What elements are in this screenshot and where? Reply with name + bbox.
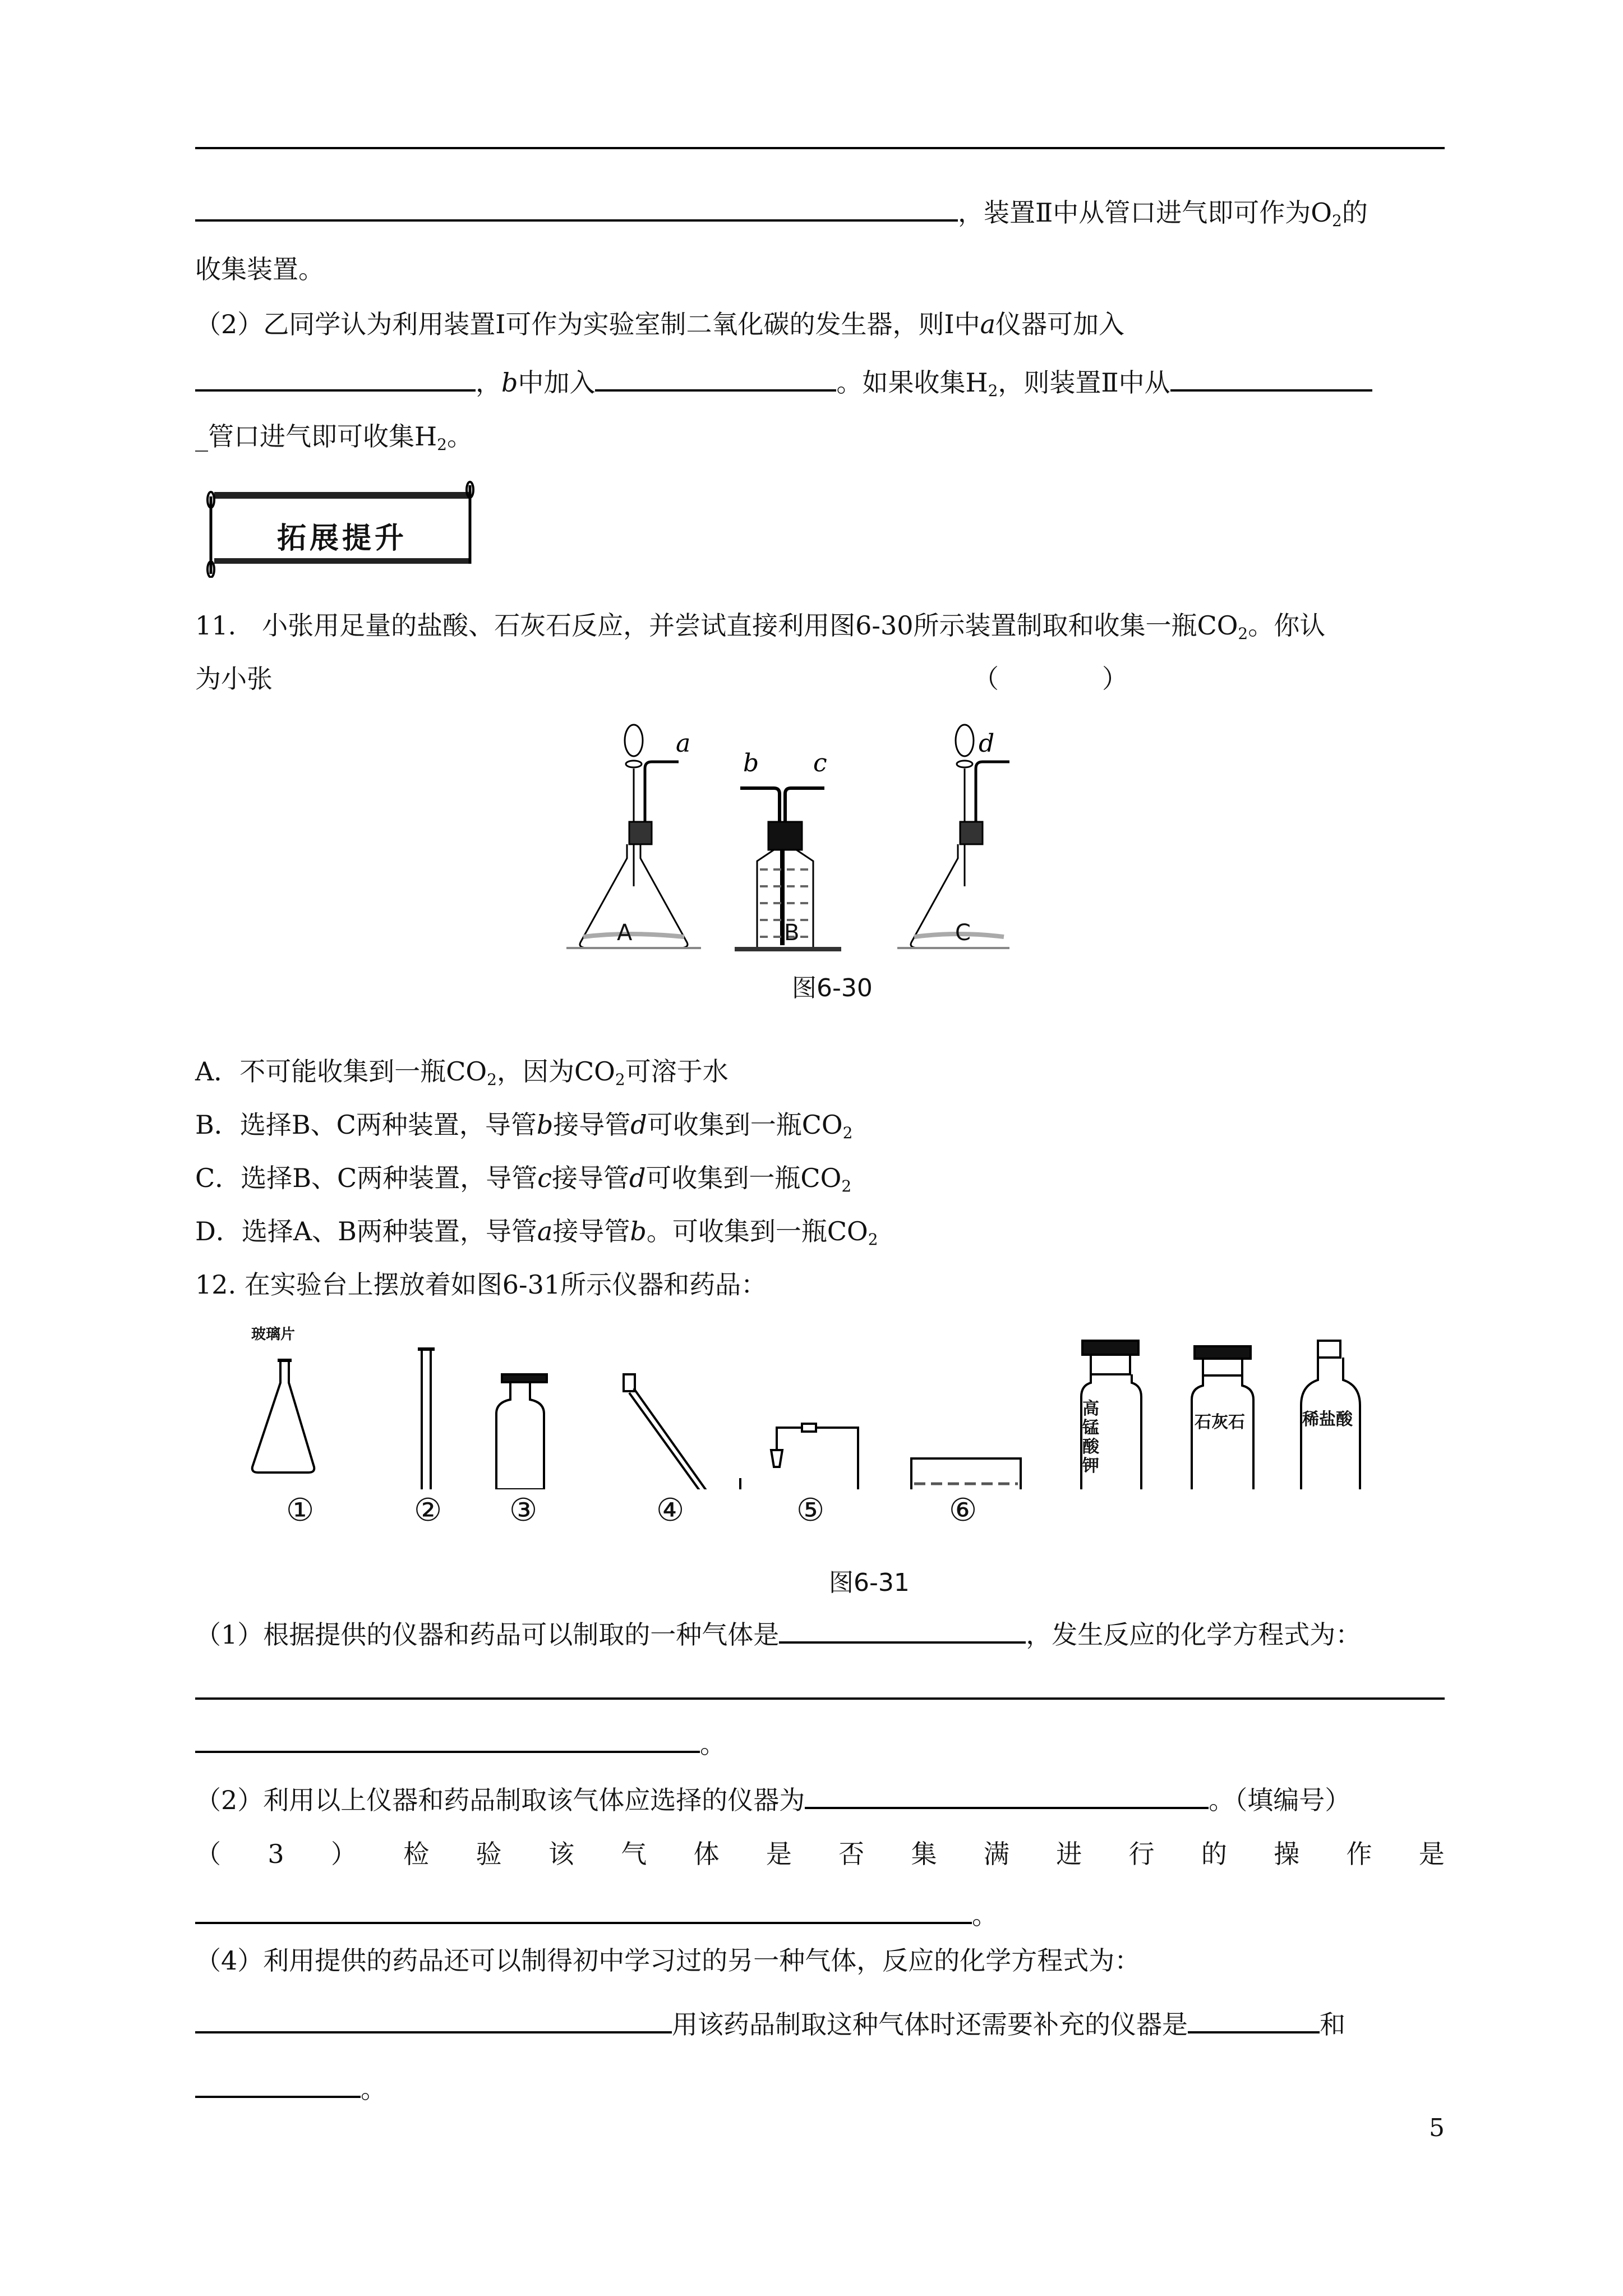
q12-part4-line2: 用该药品制取这种气体时还需要补充的仪器是 和 <box>195 2005 1345 2041</box>
q10-continuation-line1: ，装置Ⅱ中从管口进气即可作为$O_2$的 <box>195 194 1368 229</box>
answer-blank-instrument-2[interactable] <box>195 2070 361 2098</box>
answer-blank-check[interactable] <box>195 1896 972 1924</box>
option-c[interactable]: C．选择B、C两种装置，导管c接导管d可收集到一瓶$CO_2$ <box>195 1163 852 1195</box>
q12-part3-char: 体 <box>693 1839 720 1869</box>
page-number: 5 <box>1429 2114 1445 2142</box>
q12-part3-char: 作 <box>1346 1839 1372 1869</box>
test-tube <box>418 1349 435 1489</box>
q12-part3-char: 气 <box>621 1839 647 1869</box>
q12-part3-char: （ <box>195 1839 221 1869</box>
answer-blank-equation[interactable] <box>195 1672 1445 1700</box>
apparatus-a <box>566 725 701 948</box>
q12-part3-char: 3 <box>268 1839 284 1869</box>
tube-label-a: a <box>676 729 691 758</box>
q12-part3-char: 满 <box>983 1839 1009 1869</box>
answer-paren[interactable]: （ ） <box>973 664 1128 694</box>
q10-continuation-line2: 收集装置。 <box>195 254 324 284</box>
apparatus-label-c: C <box>955 920 971 946</box>
apparatus-label-a: A <box>617 920 633 946</box>
q12-part4-line3: 。 <box>195 2070 386 2106</box>
instrument-number-3: ③ <box>509 1492 538 1529</box>
instrument-number-6: ⑥ <box>949 1492 978 1529</box>
q12-part3-char: 是 <box>1418 1839 1445 1869</box>
answer-blank-instrument-1[interactable] <box>1188 2005 1320 2033</box>
q11-stem-line2: 为小张 <box>195 664 273 694</box>
tube-label-d: d <box>979 729 995 758</box>
q12-part1-line1: （1）根据提供的仪器和药品可以制取的一种气体是 ，发生反应的化学方程式为： <box>195 1616 1361 1651</box>
answer-blank[interactable] <box>595 364 836 392</box>
answer-blank[interactable] <box>1170 364 1372 392</box>
q12-part3-char: 该 <box>548 1839 574 1869</box>
answer-blank[interactable] <box>195 364 476 392</box>
answer-blank[interactable] <box>195 194 958 222</box>
conical-flask <box>252 1360 315 1473</box>
q10-part2-line3: _管口进气即可收集$H_2$。 <box>195 421 473 454</box>
answer-blank-gas[interactable] <box>779 1616 1026 1644</box>
option-d[interactable]: D．选择A、B两种装置，导管a接导管b。可收集到一瓶$CO_2$ <box>195 1216 878 1249</box>
q12-part3-text <box>195 1837 1445 1871</box>
figure-caption-6-31: 图6-31 <box>829 1568 910 1597</box>
q12-part3-line1 <box>195 1837 1445 1871</box>
q12-part3-char: 集 <box>911 1839 937 1869</box>
q12-part3-char: 检 <box>403 1839 430 1869</box>
apparatus-c <box>897 725 1009 948</box>
reagent-label-hcl: 稀盐酸 <box>1302 1410 1353 1429</box>
header-rule <box>195 147 1445 149</box>
q12-part3-char: 验 <box>476 1839 502 1869</box>
q12-stem: 12. 在实验台上摆放着如图6-31所示仪器和药品： <box>195 1269 767 1300</box>
instrument-number-4: ④ <box>656 1492 685 1529</box>
option-a[interactable]: A．不可能收集到一瓶$CO_2$，因为$CO_2$可溶于水 <box>195 1056 728 1089</box>
q12-part3-char: 否 <box>838 1839 865 1869</box>
answer-blank-equation-cont[interactable] <box>195 1725 700 1753</box>
q12-part3-char: 操 <box>1274 1839 1300 1869</box>
glass-plate-label: 玻璃片 <box>251 1326 296 1343</box>
figure-caption-6-30: 图6-30 <box>792 974 873 1002</box>
gas-collecting-bottle <box>496 1374 547 1489</box>
instrument-number-2: ② <box>414 1492 442 1529</box>
answer-blank-equation-2[interactable] <box>195 2005 672 2033</box>
q12-part3-char: ） <box>330 1839 357 1869</box>
q12-part1-line3: 。 <box>195 1725 726 1761</box>
instrument-number-1: ① <box>286 1492 315 1529</box>
q12-part3-char: 进 <box>1056 1839 1082 1869</box>
apparatus-label-b: B <box>784 920 800 946</box>
reagent-label-limestone: 石灰石 <box>1195 1412 1245 1432</box>
section-title: 拓展提升 <box>276 522 407 555</box>
reagent-label-kmno4: 高锰酸钾 <box>1082 1399 1099 1476</box>
delivery-tube-with-stopper <box>771 1424 858 1489</box>
water-trough <box>911 1458 1021 1489</box>
q12-part2: （2）利用以上仪器和药品制取该气体应选择的仪器为 。（填编号） <box>195 1781 1350 1817</box>
section-banner <box>202 480 482 578</box>
q10-part2-line2: ，b中加入 。如果收集$H_2$，则装置Ⅱ中从 <box>195 364 1372 399</box>
q11-stem-line1: 11. 小张用足量的盐酸、石灰石反应，并尝试直接利用图6-30所示装置制取和收集一瓶$CO_2$。你认 <box>195 610 1326 643</box>
option-b[interactable]: B．选择B、C两种装置，导管b接导管d可收集到一瓶$CO_2$ <box>195 1110 853 1142</box>
tube-label-b: b <box>743 749 759 777</box>
q12-part3-char: 行 <box>1128 1839 1155 1869</box>
q10-part2-line1: （2）乙同学认为利用装置Ⅰ可作为实验室制二氧化碳的发生器，则Ⅰ中 a 仪器可加入 <box>195 309 1125 339</box>
q12-part4-line1: （4）利用提供的药品还可以制得初中学习过的另一种气体，反应的化学方程式为： <box>195 1945 1141 1976</box>
instrument-number-5: ⑤ <box>796 1492 825 1529</box>
bent-delivery-tube <box>624 1374 740 1489</box>
q12-part3-line2: 。 <box>195 1896 998 1932</box>
answer-blank-instruments[interactable] <box>805 1781 1209 1809</box>
q12-part1-line2 <box>195 1672 1445 1708</box>
q12-part3-char: 的 <box>1201 1839 1227 1869</box>
q12-part3-char: 是 <box>766 1839 792 1869</box>
tube-label-c: c <box>813 749 827 777</box>
